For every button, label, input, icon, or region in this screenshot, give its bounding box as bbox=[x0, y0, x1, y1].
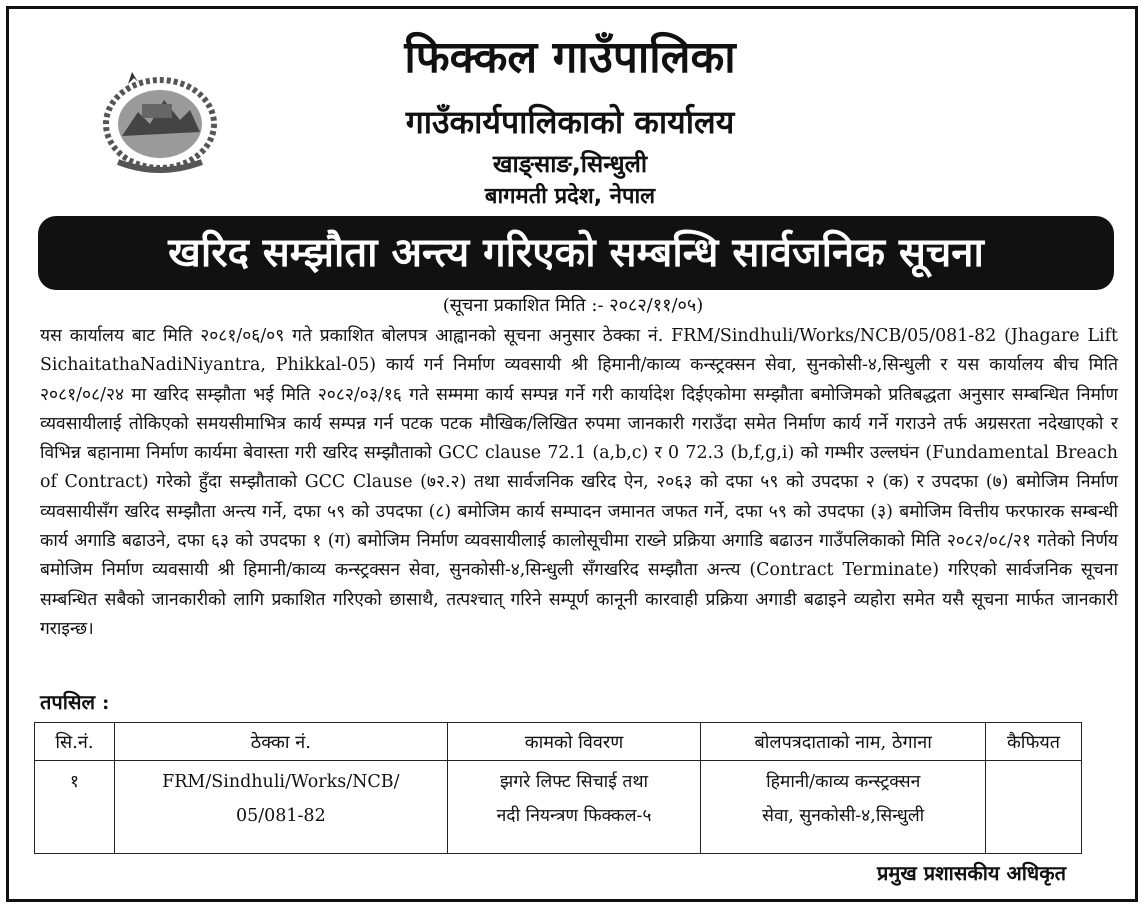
work-line1: झगरे लिफ्ट सिचाई तथा bbox=[500, 772, 649, 792]
contract-no-line2: 05/081-82 bbox=[235, 806, 326, 826]
office-location: खाङ्साङ,सिन्धुली bbox=[492, 150, 648, 178]
province-line: बागमती प्रदेश, नेपाल bbox=[484, 184, 656, 209]
government-emblem-icon bbox=[98, 66, 222, 178]
cell-contract-no bbox=[114, 761, 447, 854]
notice-body: यस कार्यालय बाट मिति २०८१/०६/०९ गते प्रकाशित बोलपत्र आह्वानको सूचना अनुसार ठेक्का नं. FRM/Sindhuli/Works/NCB/05/081-82 (Jhagare Lift SichaitathaNadiNiyantra, Phikkal-05) कार्य गर्न निर्माण व्यवसायी श्री हिमानी/काव्य कन्स्ट्रक्सन सेवा, सुनकोसी-४,सिन्धुली र यस कार्यालय बीच मिति २०८१/०८/२४ मा खरिद सम्झौता भई मिति २०८२/०३/१६ गते सम्ममा कार्य सम्पन्न गर्ने गरी कार्यादेश दिईएकोमा सम्झौता बमोजिमको प्रतिबद्धता अनुसार सम्बन्धित निर्माण व्यवसायीलाई तोकिएको समयसीमाभित्र कार्य सम्पन्न गर्न पटक पटक मौखिक/लिखित रुपमा जानकारी गराउँदा समेत निर्माण कार्य गर्ने गराउने तर्फ अग्रसरता नदेखाएको र विभिन्न बहानामा निर्माण कार्यमा बेवास्ता गरी खरिद सम्झौताको GCC clause 72.1 (a,b,c) र 0 72.3 (b,f,g,i) को गम्भीर उल्लघंन (Fundamental Breach of Contract) गरेको हुँदा सम्झौताको GCC Clause (७२.२) तथा सार्वजनिक खरिद ऐन, २०६३ को दफा ५९ को उपदफा २ (क) र उपदफा (७) बमोजिम निर्माण व्यवसायीसँग खरिद सम्झौता अन्त्य गर्ने, दफा ५९ को उपदफा (८) बमोजिम कार्य सम्पादन जमानत जफत गर्ने, दफा ५९ को उपदफा (३) बमोजिम वित्तीय फरफारक सम्बन्धी कार्य अगाडि बढाउने, दफा ६३ को उपदफा १ (ग) बमोजिम निर्माण व्यवसायीलाई कालोसूचीमा राख्ने प्रक्रिया अगाडि बढाउन गाउँपलिकाको मिति २०८२/०८/२१ गतेको निर्णय बमोजिम निर्माण व्यवसायी श्री हिमानी/काव्य कन्स्ट्रक्सन सेवा, सुनकोसी-४,सिन्धुली सँगखरिद सम्झौता अन्त्य (Contract Terminate) गरिएको सार्वजनिक सूचना सम्बन्धित सबैको जानकारीको लागि प्रकाशित गरिएको छासाथै, तत्पश्चात् गरिने सम्पूर्ण कानूनी कारवाही प्रक्रिया अगाडी बढाइने व्यहोरा समेत यसै सूचना मार्फत जानकारी गराइन्छ। bbox=[40, 326, 1118, 639]
details-table bbox=[34, 722, 1082, 854]
details-label: तपसिल : bbox=[40, 690, 110, 714]
municipality-title: फिक्कल गाउँपालिका bbox=[404, 32, 736, 83]
signature-title: प्रमुख प्रशासकीय अधिकृत bbox=[877, 861, 1066, 885]
column-header-contract-no: ठेक्का नं. bbox=[114, 723, 447, 761]
table-row bbox=[35, 761, 1082, 854]
bidder-line1: हिमानी/काव्य कन्स्ट्रक्सन bbox=[766, 772, 921, 792]
bidder-line2: सेवा, सुनकोसी-४,सिन्धुली bbox=[762, 806, 925, 826]
column-header-remarks: कैफियत bbox=[986, 723, 1082, 761]
cell-work-description bbox=[447, 761, 701, 854]
column-header-bidder: बोलपत्रदाताको नाम, ठेगाना bbox=[701, 723, 986, 761]
cell-sn: १ bbox=[35, 761, 115, 854]
column-header-sn: सि.नं. bbox=[35, 723, 115, 761]
cell-remarks bbox=[986, 761, 1082, 854]
work-line2: नदी नियन्त्रण फिक्कल-५ bbox=[496, 806, 652, 826]
cell-bidder bbox=[701, 761, 986, 854]
column-header-work-description: कामको विवरण bbox=[447, 723, 701, 761]
table-header-row bbox=[35, 723, 1082, 761]
contract-no-line1: FRM/Sindhuli/Works/NCB/ bbox=[162, 772, 400, 792]
notice-heading: खरिद सम्झौता अन्त्य गरिएको सम्बन्धि सार्वजनिक सूचना bbox=[38, 216, 1114, 290]
office-title: गाउँकार्यपालिकाको कार्यालय bbox=[405, 103, 735, 141]
publication-date: (सूचना प्रकाशित मिति :- २०८२/११/०५) bbox=[442, 295, 704, 316]
